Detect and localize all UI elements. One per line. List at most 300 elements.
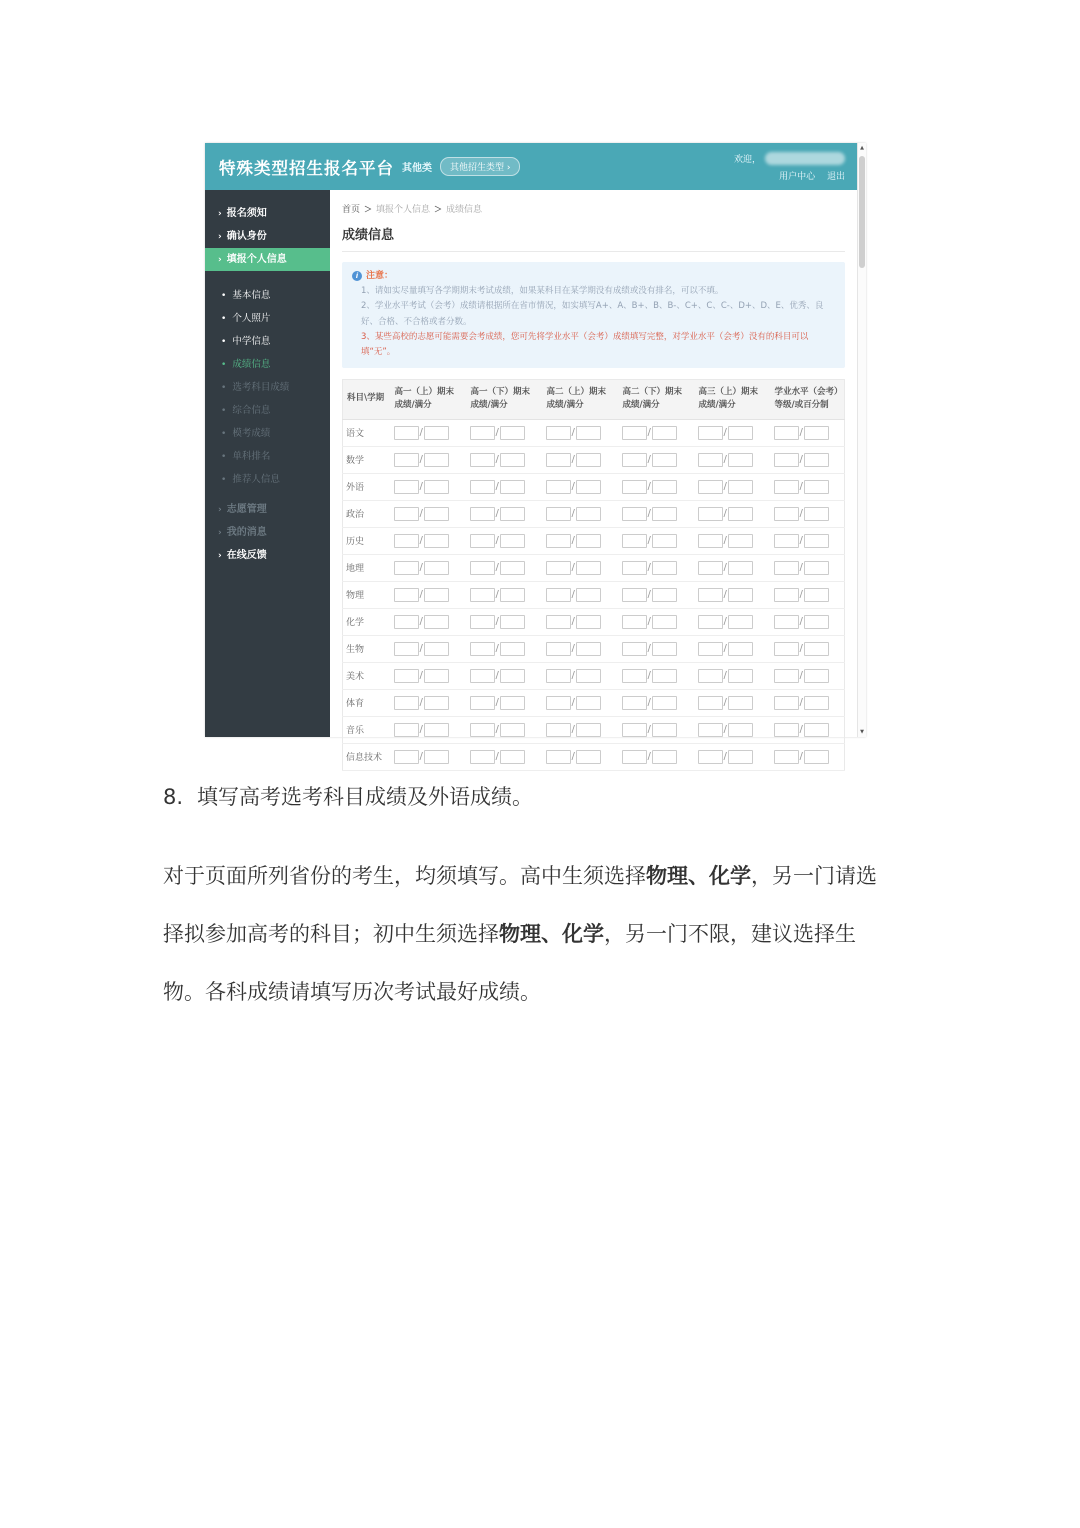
- fullmark-input[interactable]: [576, 534, 601, 548]
- slash-separator: /: [495, 481, 499, 493]
- score-cell: [467, 500, 543, 527]
- score-cell: [543, 635, 619, 662]
- slash-separator: /: [571, 697, 575, 709]
- slash-separator: /: [419, 454, 423, 466]
- score-input[interactable]: [394, 453, 419, 467]
- paragraph-line: 对于页面所列省份的考生，均须填写。高中生须选择物理、化学，另一门请选: [163, 864, 877, 888]
- score-input[interactable]: [698, 642, 723, 656]
- scroll-up-icon[interactable]: ▲: [860, 145, 864, 151]
- scrollbar-thumb[interactable]: [859, 156, 865, 268]
- info-icon: i: [352, 271, 362, 281]
- score-input[interactable]: [774, 642, 799, 656]
- fullmark-input[interactable]: [652, 453, 677, 467]
- sidebar-item-label: 模考成绩: [232, 428, 271, 439]
- fullmark-input[interactable]: [424, 480, 449, 494]
- sidebar-item-application[interactable]: [205, 498, 330, 521]
- score-input[interactable]: [394, 588, 419, 602]
- fullmark-input[interactable]: [576, 642, 601, 656]
- fullmark-input[interactable]: [728, 669, 753, 683]
- score-input[interactable]: [546, 696, 571, 710]
- bullet-icon: •: [221, 291, 227, 301]
- fullmark-input[interactable]: [804, 615, 829, 629]
- score-cell: [543, 473, 619, 500]
- table-row: [343, 500, 845, 527]
- score-input[interactable]: [546, 669, 571, 683]
- fullmark-input[interactable]: [804, 642, 829, 656]
- scroll-down-icon[interactable]: ▼: [860, 729, 864, 735]
- score-input[interactable]: [622, 480, 647, 494]
- slash-separator: /: [419, 670, 423, 682]
- score-input[interactable]: [470, 723, 495, 737]
- fullmark-input[interactable]: [424, 642, 449, 656]
- fullmark-input[interactable]: [500, 642, 525, 656]
- fullmark-input[interactable]: [728, 615, 753, 629]
- score-input[interactable]: [774, 723, 799, 737]
- fullmark-input[interactable]: [424, 426, 449, 440]
- score-input[interactable]: [774, 453, 799, 467]
- corner-header: 科目\学期: [343, 379, 391, 419]
- fullmark-input[interactable]: [500, 426, 525, 440]
- fullmark-input[interactable]: [804, 669, 829, 683]
- score-cell: [391, 689, 467, 716]
- fullmark-input[interactable]: [804, 588, 829, 602]
- score-cell: [619, 743, 695, 770]
- score-cell: [391, 500, 467, 527]
- score-input[interactable]: [622, 453, 647, 467]
- score-input[interactable]: [546, 615, 571, 629]
- slash-separator: /: [571, 562, 575, 574]
- fullmark-input[interactable]: [804, 426, 829, 440]
- score-input[interactable]: [698, 723, 723, 737]
- fullmark-input[interactable]: [728, 534, 753, 548]
- fullmark-input[interactable]: [804, 723, 829, 737]
- fullmark-input[interactable]: [500, 723, 525, 737]
- score-cell: [391, 662, 467, 689]
- fullmark-input[interactable]: [652, 669, 677, 683]
- sidebar-item-label: 选考科目成绩: [232, 382, 290, 393]
- score-input[interactable]: [470, 426, 495, 440]
- fullmark-input[interactable]: [424, 615, 449, 629]
- sidebar-item-personal-info[interactable]: [205, 248, 330, 271]
- score-input[interactable]: [698, 588, 723, 602]
- fullmark-input[interactable]: [424, 669, 449, 683]
- score-cell: [695, 446, 771, 473]
- score-input[interactable]: [394, 507, 419, 521]
- slash-separator: /: [799, 724, 803, 736]
- bullet-icon: •: [221, 406, 227, 416]
- sidebar-item-label: 单科排名: [232, 451, 271, 462]
- slash-separator: /: [495, 616, 499, 628]
- score-input[interactable]: [394, 534, 419, 548]
- slash-separator: /: [495, 535, 499, 547]
- score-input[interactable]: [622, 696, 647, 710]
- title-divider: [342, 251, 845, 252]
- paragraph-line: 择拟参加高考的科目；初中生须选择物理、化学，另一门不限，建议选择生: [163, 922, 856, 946]
- slash-separator: /: [419, 535, 423, 547]
- score-input[interactable]: [546, 723, 571, 737]
- score-cell: [771, 608, 845, 635]
- score-cell: [543, 527, 619, 554]
- subject-label: 体育: [343, 689, 391, 716]
- slash-separator: /: [495, 427, 499, 439]
- fullmark-input[interactable]: [652, 588, 677, 602]
- score-input[interactable]: [470, 453, 495, 467]
- fullmark-input[interactable]: [728, 696, 753, 710]
- fullmark-input[interactable]: [804, 750, 829, 764]
- fullmark-input[interactable]: [576, 615, 601, 629]
- fullmark-input[interactable]: [576, 750, 601, 764]
- score-input[interactable]: [774, 669, 799, 683]
- score-input[interactable]: [394, 723, 419, 737]
- slash-separator: /: [647, 427, 651, 439]
- fullmark-input[interactable]: [652, 507, 677, 521]
- fullmark-input[interactable]: [804, 561, 829, 575]
- column-header: 高一（上）期末 成绩/满分: [391, 379, 467, 419]
- score-cell: [467, 608, 543, 635]
- slash-separator: /: [647, 616, 651, 628]
- score-input[interactable]: [394, 750, 419, 764]
- slash-separator: /: [571, 751, 575, 763]
- score-input[interactable]: [546, 507, 571, 521]
- sidebar-subitem-subject-rank[interactable]: [205, 445, 330, 468]
- slash-separator: /: [495, 454, 499, 466]
- score-input[interactable]: [546, 642, 571, 656]
- fullmark-input[interactable]: [576, 723, 601, 737]
- score-input[interactable]: [546, 588, 571, 602]
- score-input[interactable]: [698, 453, 723, 467]
- sidebar-subitem-mock-exam[interactable]: [205, 422, 330, 445]
- score-input[interactable]: [622, 588, 647, 602]
- score-cell: [771, 716, 845, 743]
- table-body: [343, 419, 845, 770]
- column-header: 高二（下）期末 成绩/满分: [619, 379, 695, 419]
- fullmark-input[interactable]: [500, 453, 525, 467]
- sidebar-subitem-school-info[interactable]: [205, 330, 330, 353]
- fullmark-input[interactable]: [576, 453, 601, 467]
- fullmark-input[interactable]: [728, 507, 753, 521]
- redacted-username: [765, 152, 845, 165]
- score-input[interactable]: [470, 588, 495, 602]
- score-cell: [467, 716, 543, 743]
- breadcrumb-item[interactable]: 成绩信息: [446, 205, 483, 215]
- score-input[interactable]: [470, 615, 495, 629]
- score-input[interactable]: [622, 507, 647, 521]
- score-cell: [467, 662, 543, 689]
- fullmark-input[interactable]: [652, 642, 677, 656]
- score-input[interactable]: [774, 534, 799, 548]
- subject-label: 美术: [343, 662, 391, 689]
- score-cell: [543, 689, 619, 716]
- score-input[interactable]: [546, 534, 571, 548]
- slash-separator: /: [723, 481, 727, 493]
- slash-separator: /: [799, 535, 803, 547]
- table-row: [343, 554, 845, 581]
- sidebar-item-label: 中学信息: [232, 336, 271, 347]
- fullmark-input[interactable]: [652, 561, 677, 575]
- fullmark-input[interactable]: [728, 561, 753, 575]
- score-input[interactable]: [470, 534, 495, 548]
- score-cell: [771, 581, 845, 608]
- fullmark-input[interactable]: [728, 480, 753, 494]
- score-cell: [771, 689, 845, 716]
- fullmark-input[interactable]: [804, 534, 829, 548]
- fullmark-input[interactable]: [424, 507, 449, 521]
- slash-separator: /: [571, 454, 575, 466]
- sidebar-subitem-score-info[interactable]: [205, 353, 330, 376]
- fullmark-input[interactable]: [576, 588, 601, 602]
- table-row: [343, 689, 845, 716]
- slash-separator: /: [419, 481, 423, 493]
- score-cell: [391, 608, 467, 635]
- fullmark-input[interactable]: [424, 561, 449, 575]
- score-input[interactable]: [546, 561, 571, 575]
- score-input[interactable]: [774, 588, 799, 602]
- fullmark-input[interactable]: [652, 480, 677, 494]
- score-cell: [467, 689, 543, 716]
- score-cell: [467, 473, 543, 500]
- chevron-right-icon: ›: [218, 528, 222, 538]
- sidebar-item-notice[interactable]: [205, 202, 330, 225]
- score-input[interactable]: [698, 696, 723, 710]
- slash-separator: /: [723, 508, 727, 520]
- score-input[interactable]: [394, 669, 419, 683]
- fullmark-input[interactable]: [728, 588, 753, 602]
- fullmark-input[interactable]: [500, 669, 525, 683]
- slash-separator: /: [571, 535, 575, 547]
- table-row: [343, 419, 845, 446]
- fullmark-input[interactable]: [500, 750, 525, 764]
- fullmark-input[interactable]: [728, 750, 753, 764]
- score-cell: [391, 446, 467, 473]
- breadcrumb-separator: ＞: [434, 205, 443, 214]
- fullmark-input[interactable]: [500, 507, 525, 521]
- score-input[interactable]: [546, 750, 571, 764]
- score-input[interactable]: [622, 750, 647, 764]
- fullmark-input[interactable]: [576, 507, 601, 521]
- table-header-row: [343, 379, 845, 419]
- sidebar-subitem-basic-info[interactable]: [205, 284, 330, 307]
- slash-separator: /: [799, 481, 803, 493]
- score-cell: [467, 527, 543, 554]
- user-center-link[interactable]: 用户中心: [779, 171, 816, 182]
- sidebar-item-label: 我的消息: [226, 527, 267, 538]
- slash-separator: /: [723, 427, 727, 439]
- score-input[interactable]: [622, 426, 647, 440]
- score-input[interactable]: [774, 561, 799, 575]
- fullmark-input[interactable]: [424, 696, 449, 710]
- score-input[interactable]: [470, 750, 495, 764]
- fullmark-input[interactable]: [804, 507, 829, 521]
- slash-separator: /: [799, 670, 803, 682]
- slash-separator: /: [495, 643, 499, 655]
- sidebar-subitem-comprehensive[interactable]: [205, 399, 330, 422]
- score-input[interactable]: [394, 426, 419, 440]
- vertical-scrollbar[interactable]: [857, 143, 866, 737]
- fullmark-input[interactable]: [728, 642, 753, 656]
- fullmark-input[interactable]: [652, 750, 677, 764]
- notice-line: 1、请如实尽量填写各学期期末考试成绩，如果某科目在某学期没有成绩或没有排名，可以不填。: [361, 286, 724, 297]
- score-cell: [695, 662, 771, 689]
- score-input[interactable]: [698, 669, 723, 683]
- score-input[interactable]: [774, 426, 799, 440]
- score-input[interactable]: [470, 696, 495, 710]
- sidebar-item-label: 填报个人信息: [226, 254, 287, 265]
- slash-separator: /: [495, 724, 499, 736]
- score-input[interactable]: [394, 480, 419, 494]
- sidebar-item-messages[interactable]: [205, 521, 330, 544]
- slash-separator: /: [647, 508, 651, 520]
- bullet-icon: •: [221, 452, 227, 462]
- sidebar-item-label: 推荐人信息: [232, 474, 280, 485]
- app-subtitle: 其他类: [402, 163, 432, 174]
- score-input[interactable]: [546, 453, 571, 467]
- fullmark-input[interactable]: [424, 453, 449, 467]
- slash-separator: /: [799, 751, 803, 763]
- score-input[interactable]: [698, 426, 723, 440]
- score-input[interactable]: [470, 507, 495, 521]
- score-input[interactable]: [394, 561, 419, 575]
- score-input[interactable]: [698, 534, 723, 548]
- score-cell: [771, 473, 845, 500]
- sidebar-subitem-photo[interactable]: [205, 307, 330, 330]
- fullmark-input[interactable]: [652, 615, 677, 629]
- other-type-button[interactable]: 其他招生类型 ›: [440, 157, 520, 176]
- slash-separator: /: [419, 427, 423, 439]
- score-cell: [391, 635, 467, 662]
- score-input[interactable]: [394, 642, 419, 656]
- fullmark-input[interactable]: [728, 453, 753, 467]
- score-cell: [771, 743, 845, 770]
- score-input[interactable]: [774, 696, 799, 710]
- table-row: [343, 527, 845, 554]
- score-input[interactable]: [622, 534, 647, 548]
- fullmark-input[interactable]: [576, 480, 601, 494]
- score-input[interactable]: [622, 642, 647, 656]
- slash-separator: /: [799, 562, 803, 574]
- score-input[interactable]: [622, 669, 647, 683]
- slash-separator: /: [495, 508, 499, 520]
- score-input[interactable]: [470, 669, 495, 683]
- score-input[interactable]: [470, 480, 495, 494]
- fullmark-input[interactable]: [652, 426, 677, 440]
- breadcrumb-item[interactable]: 填报个人信息: [376, 205, 431, 215]
- fullmark-input[interactable]: [576, 561, 601, 575]
- fullmark-input[interactable]: [576, 669, 601, 683]
- score-input[interactable]: [622, 615, 647, 629]
- slash-separator: /: [571, 724, 575, 736]
- fullmark-input[interactable]: [804, 453, 829, 467]
- score-input[interactable]: [698, 615, 723, 629]
- table-row: [343, 743, 845, 770]
- sidebar-subitem-selected-subjects[interactable]: [205, 376, 330, 399]
- score-cell: [619, 527, 695, 554]
- score-input[interactable]: [774, 615, 799, 629]
- score-cell: [543, 581, 619, 608]
- fullmark-input[interactable]: [652, 696, 677, 710]
- slash-separator: /: [419, 724, 423, 736]
- score-cell: [467, 743, 543, 770]
- slash-separator: /: [723, 535, 727, 547]
- fullmark-input[interactable]: [500, 615, 525, 629]
- slash-separator: /: [723, 616, 727, 628]
- fullmark-input[interactable]: [804, 480, 829, 494]
- score-cell: [543, 743, 619, 770]
- fullmark-input[interactable]: [424, 750, 449, 764]
- score-cell: [619, 473, 695, 500]
- slash-separator: /: [571, 427, 575, 439]
- slash-separator: /: [723, 589, 727, 601]
- score-input[interactable]: [470, 642, 495, 656]
- score-input[interactable]: [774, 750, 799, 764]
- fullmark-input[interactable]: [576, 426, 601, 440]
- slash-separator: /: [495, 670, 499, 682]
- score-input[interactable]: [698, 507, 723, 521]
- fullmark-input[interactable]: [652, 723, 677, 737]
- breadcrumb-item[interactable]: 首页: [342, 205, 361, 215]
- score-input[interactable]: [622, 723, 647, 737]
- fullmark-input[interactable]: [804, 696, 829, 710]
- fullmark-input[interactable]: [500, 561, 525, 575]
- score-input[interactable]: [546, 426, 571, 440]
- score-input[interactable]: [622, 561, 647, 575]
- column-header: 高一（下）期末 成绩/满分: [467, 379, 543, 419]
- score-input[interactable]: [698, 561, 723, 575]
- score-cell: [619, 446, 695, 473]
- subject-label: 音乐: [343, 716, 391, 743]
- subject-label: 化学: [343, 608, 391, 635]
- sidebar-item-label: 确认身份: [226, 231, 267, 242]
- fullmark-input[interactable]: [424, 723, 449, 737]
- score-input[interactable]: [698, 480, 723, 494]
- page-title: 成绩信息: [342, 228, 395, 243]
- sidebar-item-feedback[interactable]: [205, 544, 330, 567]
- score-cell: [695, 419, 771, 446]
- score-input[interactable]: [774, 480, 799, 494]
- fullmark-input[interactable]: [500, 588, 525, 602]
- sidebar-subitem-recommender[interactable]: [205, 468, 330, 491]
- fullmark-input[interactable]: [576, 696, 601, 710]
- slash-separator: /: [571, 616, 575, 628]
- sidebar-item-label: 基本信息: [232, 290, 271, 301]
- fullmark-input[interactable]: [424, 534, 449, 548]
- slash-separator: /: [647, 535, 651, 547]
- score-cell: [695, 608, 771, 635]
- score-input[interactable]: [546, 480, 571, 494]
- fullmark-input[interactable]: [500, 534, 525, 548]
- fullmark-input[interactable]: [500, 480, 525, 494]
- score-input[interactable]: [774, 507, 799, 521]
- logout-link[interactable]: 退出: [826, 171, 845, 182]
- score-cell: [619, 716, 695, 743]
- slash-separator: /: [571, 670, 575, 682]
- sidebar-item-identity[interactable]: [205, 225, 330, 248]
- fullmark-input[interactable]: [652, 534, 677, 548]
- fullmark-input[interactable]: [728, 426, 753, 440]
- slash-separator: /: [723, 562, 727, 574]
- fullmark-input[interactable]: [500, 696, 525, 710]
- score-input[interactable]: [470, 561, 495, 575]
- slash-separator: /: [495, 589, 499, 601]
- fullmark-input[interactable]: [728, 723, 753, 737]
- score-input[interactable]: [394, 615, 419, 629]
- paragraph-line: 物。各科成绩请填写历次考试最好成绩。: [163, 980, 541, 1004]
- score-input[interactable]: [394, 696, 419, 710]
- score-cell: [695, 635, 771, 662]
- score-input[interactable]: [698, 750, 723, 764]
- breadcrumb-separator: ＞: [364, 205, 373, 214]
- fullmark-input[interactable]: [424, 588, 449, 602]
- list-number: 8.: [163, 785, 184, 809]
